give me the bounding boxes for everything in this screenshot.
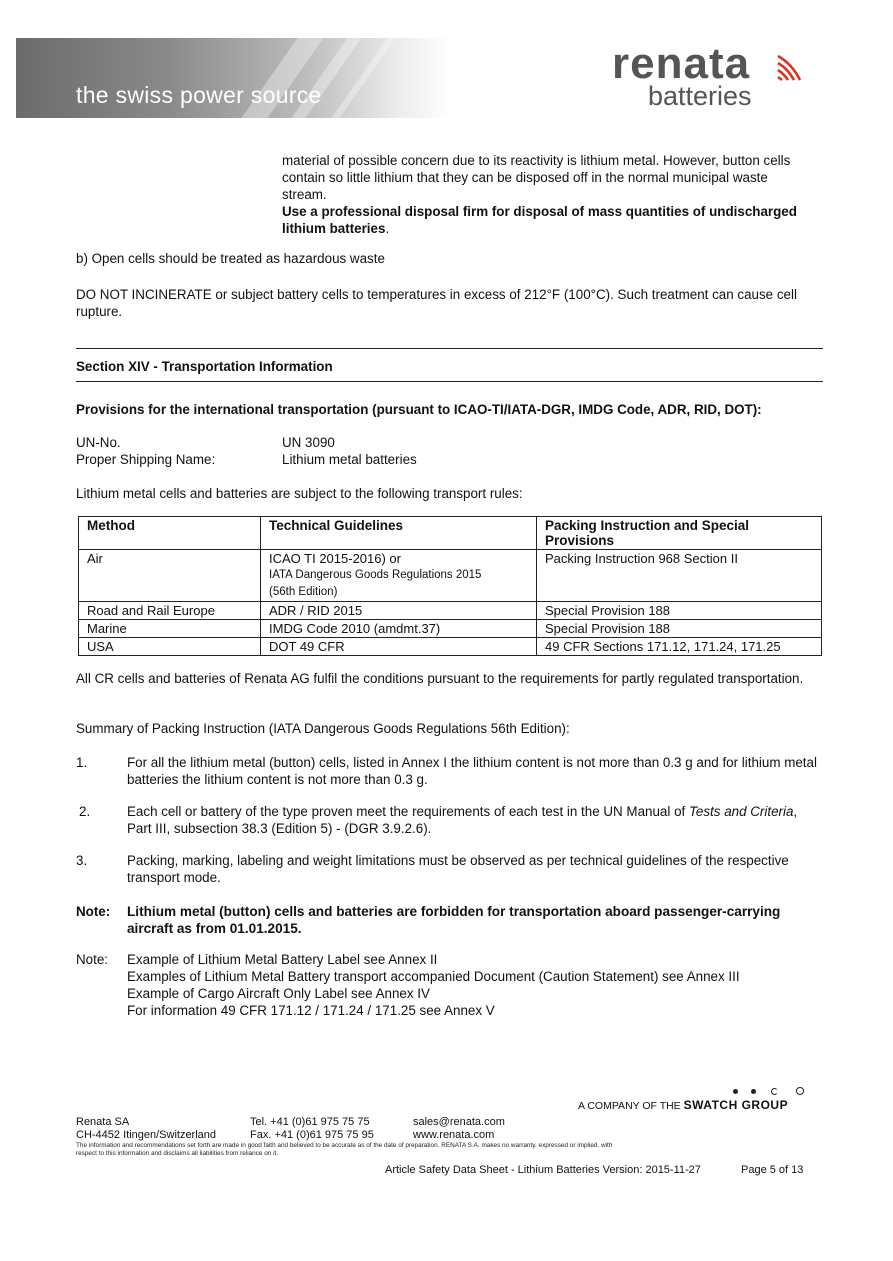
- transport-table: [78, 516, 822, 656]
- list-text-part: Each cell or battery of the type proven meet the requirements of each test in the UN Manual of: [127, 804, 689, 819]
- list-item: [76, 852, 821, 886]
- footer-company: Renata SA: [76, 1116, 130, 1128]
- guideline-line: (56th Edition): [269, 586, 338, 598]
- section-rule-top: [76, 348, 823, 349]
- logo-batteries: batteries: [648, 81, 752, 111]
- footer-address: CH-4452 Itingen/Switzerland: [76, 1129, 217, 1141]
- note-label: Note:: [76, 904, 111, 919]
- list-item-text: For all the lithium metal (button) cells, listed in Annex I the lithium content is not more than 0.3 g and for lithium metal batteries the lithium content is not more than 0.3 g.: [127, 755, 817, 787]
- logo-wave-icon: [776, 54, 804, 84]
- table-cell-method: Air: [79, 550, 261, 602]
- table-row: [79, 602, 822, 620]
- table-cell-guidelines: IMDG Code 2010 (amdmt.37): [261, 620, 537, 638]
- list-item-number: 2.: [79, 804, 91, 819]
- section-title: Section XIV - Transportation Information: [76, 359, 333, 374]
- footer-disclaimer: The information and recommendations set forth are made in good faith and believed to be accurate as of the date of preparation. RENATA S.A. makes no warranty, expressed or implied, with: [76, 1142, 613, 1149]
- rules-intro: Lithium metal cells and batteries are subject to the following transport rules:: [76, 486, 523, 501]
- table-header-row: [79, 517, 822, 550]
- footer-website[interactable]: www.renata.com: [413, 1129, 495, 1141]
- swatch-dots-icon: [720, 1085, 810, 1097]
- annex-line: For information 49 CFR 171.12 / 171.24 / 171.25 see Annex V: [127, 1003, 495, 1018]
- list-item: [76, 754, 821, 788]
- incinerate-warning: DO NOT INCINERATE or subject battery cells to temperatures in excess of 212°F (100°C). Such treatment can cause cell rupture.: [76, 287, 797, 319]
- list-item-number: 1.: [76, 755, 88, 770]
- table-row: [79, 638, 822, 656]
- header-tagline: the swiss power source: [76, 82, 322, 108]
- table-cell-method: USA: [79, 638, 261, 656]
- shipping-name-value: Lithium metal batteries: [282, 452, 417, 467]
- list-item: [76, 803, 821, 837]
- table-row: [79, 620, 822, 638]
- table-cell-method: Marine: [79, 620, 261, 638]
- disposal-paragraph: [282, 152, 802, 237]
- table-cell-packing: Special Provision 188: [537, 602, 822, 620]
- provisions-heading: Provisions for the international transportation (pursuant to ICAO-TI/IATA-DGR, IMDG Code, ADR, RID, DOT):: [76, 402, 762, 417]
- table-cell-guidelines: ADR / RID 2015: [261, 602, 537, 620]
- list-text-part: , Part III, subsection 38.3 (Edition 5) - (DGR 3.9.2.6).: [127, 804, 798, 836]
- swatch-group-line: [578, 1099, 788, 1113]
- document-title: Article Safety Data Sheet - Lithium Batteries Version: 2015-11-27: [385, 1164, 701, 1176]
- un-no-label: UN-No.: [76, 435, 121, 450]
- disposal-end: .: [385, 221, 390, 236]
- note-annexes: [76, 951, 821, 1019]
- disposal-text: material of possible concern due to its reactivity is lithium metal. However, button cells contain so little lithium that they can be disposed off in the normal municipal waste stream.: [282, 153, 791, 202]
- table-cell-guidelines: DOT 49 CFR: [261, 638, 537, 656]
- table-cell-guidelines: [261, 550, 537, 602]
- header-banner: [16, 38, 451, 118]
- list-item-text: [127, 803, 821, 837]
- item-b: b) Open cells should be treated as hazardous waste: [76, 251, 385, 266]
- table-row: [79, 550, 822, 602]
- table-cell-packing: Packing Instruction 968 Section II: [537, 550, 822, 602]
- table-cell-method: Road and Rail Europe: [79, 602, 261, 620]
- footer-fax: Fax. +41 (0)61 975 75 95: [250, 1129, 374, 1141]
- note-text: Lithium metal (button) cells and batteries are forbidden for transportation aboard passenger-carrying aircraft as from 01.01.2015.: [127, 904, 781, 936]
- guideline-line: ICAO TI 2015-2016) or: [269, 551, 401, 566]
- un-no-value: UN 3090: [282, 435, 335, 450]
- table-cell-packing: Special Provision 188: [537, 620, 822, 638]
- list-text-italic: Tests and Criteria: [688, 804, 794, 819]
- footer-disclaimer: respect to this information and disclaims all liabilities from reliance on it.: [76, 1150, 279, 1157]
- annex-line: Example of Cargo Aircraft Only Label see Annex IV: [127, 986, 430, 1001]
- annex-line: Examples of Lithium Metal Battery transport accompanied Document (Caution Statement) see Annex III: [127, 969, 740, 984]
- summary-heading: Summary of Packing Instruction (IATA Dangerous Goods Regulations 56th Edition):: [76, 721, 570, 736]
- company-prefix: A COMPANY OF THE: [578, 1100, 681, 1112]
- table-header: Technical Guidelines: [261, 517, 537, 550]
- cr-cells-paragraph: All CR cells and batteries of Renata AG fulfil the conditions pursuant to the requirements for partly regulated transportation.: [76, 671, 804, 686]
- logo-renata: renata: [612, 39, 751, 88]
- list-item-text: Packing, marking, labeling and weight limitations must be observed as per technical guidelines of the respective transport mode.: [127, 853, 789, 885]
- footer-email[interactable]: sales@renata.com: [413, 1116, 505, 1128]
- shipping-name-label: Proper Shipping Name:: [76, 452, 216, 467]
- table-cell-packing: 49 CFR Sections 171.12, 171.24, 171.25: [537, 638, 822, 656]
- annex-list: [127, 951, 821, 1019]
- swatch-group-logo: SWATCH GROUP: [683, 1098, 789, 1112]
- page-number: Page 5 of 13: [741, 1164, 804, 1176]
- note-label: Note:: [76, 952, 109, 967]
- footer-tel: Tel. +41 (0)61 975 75 75: [250, 1116, 370, 1128]
- note-forbidden: [76, 903, 821, 937]
- guideline-line: IATA Dangerous Goods Regulations 2015: [269, 569, 482, 581]
- table-header: Method: [79, 517, 261, 550]
- list-item-number: 3.: [76, 853, 88, 868]
- disposal-bold-text: Use a professional disposal firm for disposal of mass quantities of undischarged lithium batteries: [282, 204, 797, 236]
- section-rule-bottom: [76, 381, 823, 382]
- annex-line: Example of Lithium Metal Battery Label see Annex II: [127, 952, 438, 967]
- table-header: Packing Instruction and Special Provisions: [537, 517, 822, 550]
